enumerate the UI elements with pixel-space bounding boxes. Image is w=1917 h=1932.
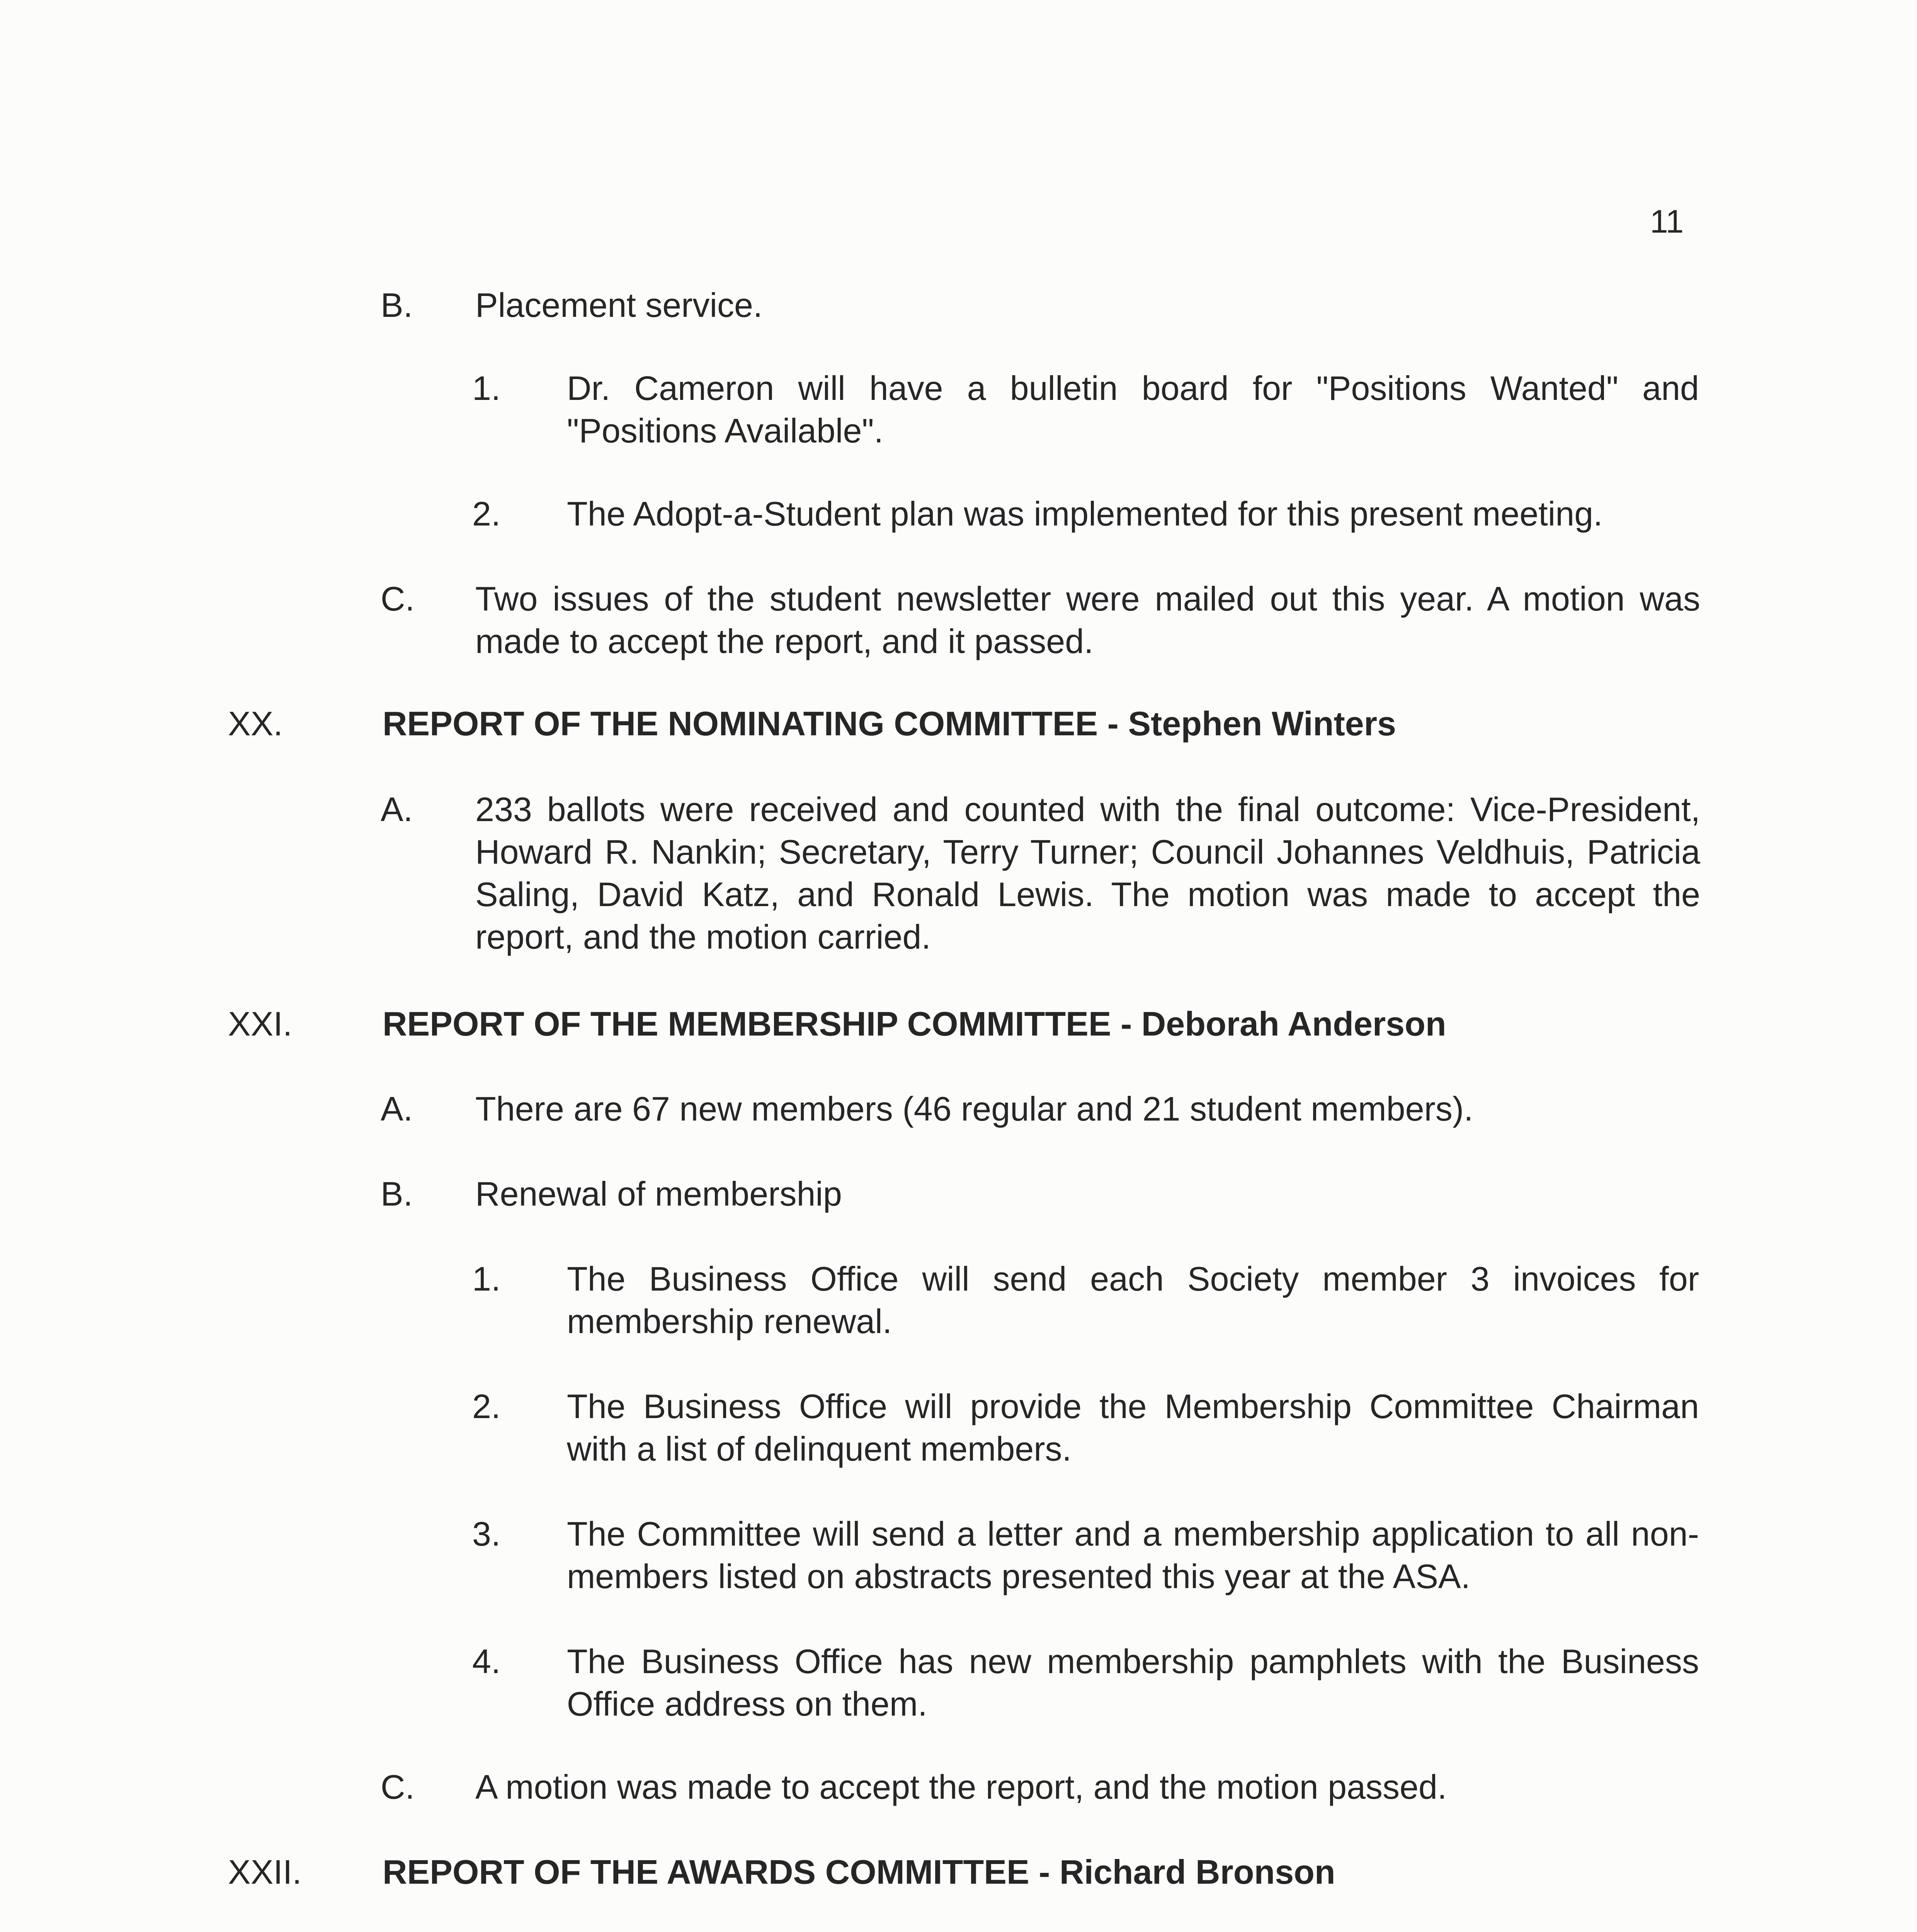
item-text: Renewal of membership <box>475 1175 842 1213</box>
item-text: The Business Office has new membership pamphlets with the Business Office address on them. <box>567 1642 1699 1723</box>
item-text: There are 67 new members (46 regular and 21 student members). <box>475 1090 1473 1128</box>
section-title: REPORT OF THE MEMBERSHIP COMMITTEE - Deborah Anderson <box>383 1005 1446 1043</box>
item-letters-non-members <box>472 1513 1699 1598</box>
section-heading-nominating <box>228 702 1396 745</box>
item-bulletin-board <box>472 367 1699 452</box>
item-student-newsletter <box>381 578 1700 663</box>
section-number: XXII. <box>228 1853 302 1891</box>
item-text: 233 ballots were received and counted with the final outcome: Vice-President, Howard R. Nankin; Secretary, Terry Turner; Council Johannes Veldhuis, Patricia Saling, David Katz, and Ronald Lewis. The motion was made to accept the report, and the motion carried. <box>475 790 1700 956</box>
item-marker: B. <box>381 1175 413 1213</box>
item-text: The Business Office will provide the Membership Committee Chairman with a list of delinquent members. <box>567 1387 1699 1468</box>
item-marker: 1. <box>472 369 501 407</box>
item-ballots <box>381 788 1700 958</box>
item-marker: A. <box>381 1090 413 1128</box>
item-text: The Adopt-a-Student plan was implemented for this present meeting. <box>567 495 1603 533</box>
item-placement-service <box>381 284 1700 327</box>
item-text: The Committee will send a letter and a membership application to all non-members listed on abstracts presented this year at the ASA. <box>567 1515 1699 1595</box>
item-marker: C. <box>381 580 415 618</box>
section-title: REPORT OF THE NOMINATING COMMITTEE - Stephen Winters <box>383 704 1396 743</box>
item-marker: C. <box>381 1768 415 1806</box>
item-pamphlets <box>472 1640 1699 1725</box>
item-text: Two issues of the student newsletter were mailed out this year. A motion was made to accept the report, and it passed. <box>475 580 1700 660</box>
section-number: XXI. <box>228 1005 293 1043</box>
item-invoices <box>472 1258 1699 1343</box>
item-text: Placement service. <box>475 286 763 324</box>
item-marker: 4. <box>472 1642 501 1680</box>
section-heading-awards <box>228 1851 1335 1893</box>
item-marker: 2. <box>472 495 501 533</box>
item-text: Dr. Cameron will have a bulletin board for "Positions Wanted" and "Positions Available". <box>567 369 1699 450</box>
item-delinquent-list <box>472 1385 1699 1470</box>
section-heading-membership <box>228 1003 1446 1045</box>
item-marker: 2. <box>472 1387 501 1425</box>
item-marker: 3. <box>472 1515 501 1553</box>
section-title: REPORT OF THE AWARDS COMMITTEE - Richard Bronson <box>383 1853 1335 1891</box>
page-number: 11 <box>1650 203 1684 240</box>
item-marker: A. <box>381 790 413 828</box>
item-marker: 1. <box>472 1260 501 1298</box>
item-adopt-a-student <box>472 493 1699 535</box>
item-marker: B. <box>381 286 413 324</box>
item-text: A motion was made to accept the report, and the motion passed. <box>475 1768 1447 1806</box>
item-text: The Business Office will send each Society member 3 invoices for membership renewal. <box>567 1260 1699 1340</box>
item-motion-passed <box>381 1766 1700 1808</box>
item-renewal <box>381 1173 1700 1215</box>
section-number: XX. <box>228 704 283 743</box>
item-new-members <box>381 1088 1700 1130</box>
